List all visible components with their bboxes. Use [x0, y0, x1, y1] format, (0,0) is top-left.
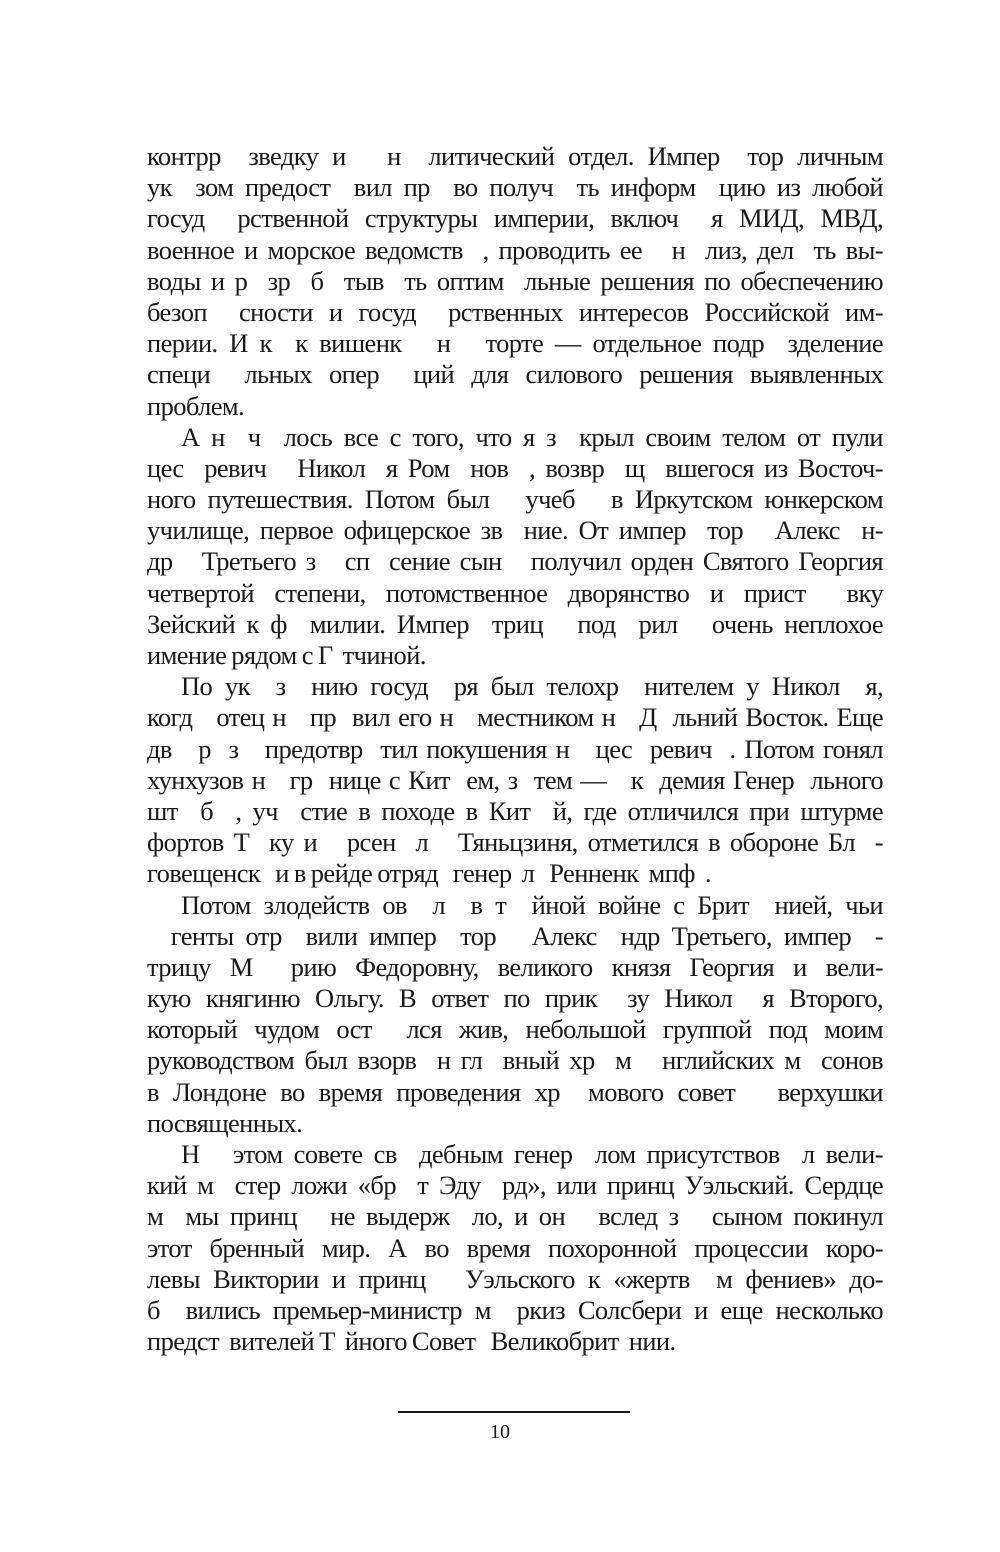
text-line: госуд рственной структуры империи, включ я МИД, МВД,	[147, 203, 883, 234]
text-line: шт б , уч стие в походе в Кит й, где отличился при штурме	[147, 795, 883, 826]
book-page-body	[147, 141, 883, 1357]
text-line: специ льных опер ций для силового решения выявленных	[147, 359, 883, 390]
text-line: По ук з нию госуд ря был телохр нителем у Никол я,	[181, 671, 883, 702]
text-line: который чудом ост лся жив, небольшой группой под моим	[147, 1014, 883, 1045]
text-line: м мы принц не выдерж ло, и он вслед з сыном покинул	[147, 1201, 883, 1232]
text-line: училище, первое офицерское зв ние. От импер тор Алекс н-	[147, 515, 883, 546]
text-line: фортов Т ку и рсен л Тяньцзиня, отметился в обороне Бл -	[147, 827, 883, 858]
paragraph-1	[147, 141, 883, 422]
paragraph-5	[147, 1139, 883, 1357]
text-line: посвященных.	[147, 1107, 303, 1138]
text-line: ного путешествия. Потом был учеб в Иркутском юнкерском	[147, 484, 883, 515]
text-line: руководством был взорв н гл вный хр м нглийских м сонов	[147, 1045, 883, 1076]
text-line: имение рядом с Г тчиной.	[147, 640, 426, 670]
text-line: Н этом совете св дебным генер лом присутствов л вели-	[181, 1139, 883, 1169]
text-line: Зейский к ф милии. Импер триц под рил очень неплохое	[147, 608, 883, 639]
text-line: хунхузов н гр нице с Кит ем, з тем — к демия Генер льного	[147, 764, 883, 795]
text-line: цес ревич Никол я Ром нов , возвр щ вшегося из Восточ-	[147, 452, 883, 483]
text-line: Потом злодейств ов л в т йной войне с Брит нией, чьи	[181, 889, 883, 920]
text-line: говещенск и в рейде отряд генер л Ренненк мпф .	[147, 858, 711, 889]
text-line: безоп сности и госуд рственных интересов Российской им-	[147, 296, 883, 327]
footer-rule	[398, 1411, 630, 1413]
text-line: левы Виктории и принц Уэльского к «жертв м фениев» до-	[147, 1263, 883, 1294]
paragraph-2	[147, 422, 883, 672]
text-line: предст вителей Т йного Совет Великобрит нии.	[147, 1326, 676, 1357]
text-line: контрр зведку и н литический отдел. Импер тор личным	[147, 141, 883, 171]
text-line: кий м стер ложи «бр т Эду рд», или принц Уэльский. Сердце	[147, 1170, 883, 1201]
text-line: этот бренный мир. А во время похоронной процессии коро-	[147, 1232, 883, 1263]
page-number: 10	[490, 1421, 510, 1443]
text-line: ук зом предост вил пр во получ ть информ цию из любой	[147, 172, 883, 203]
text-line: в Лондоне во время проведения хр мового совет верхушки	[147, 1076, 883, 1107]
text-line: четвертой степени, потомственное дворянство и прист вку	[147, 577, 883, 608]
text-line: военное и морское ведомств , проводить ее н лиз, дел ть вы-	[147, 234, 883, 265]
text-line: когд отец н пр вил его н местником н Д льний Восток. Еще	[147, 702, 883, 733]
text-line: проблем.	[147, 390, 245, 421]
text-line: кую княгиню Ольгу. В ответ по прик зу Никол я Второго,	[147, 983, 883, 1014]
text-line: др Третьего з сп сение сын получил орден Святого Георгия	[147, 546, 883, 577]
text-line: трицу М рию Федоровну, великого князя Георгия и вели-	[147, 951, 883, 982]
text-line: б вились премьер-министр м ркиз Солсбери и еще несколько	[147, 1294, 883, 1325]
text-line: дв р з предотвр тил покушения н цес ревич . Потом гонял	[147, 733, 883, 764]
text-line: перии. И к к вишенк н торте — отдельное подр зделение	[147, 328, 883, 359]
paragraph-3	[147, 671, 883, 889]
text-line: А н ч лось все с того, что я з крыл своим телом от пули	[181, 421, 883, 452]
paragraph-4	[147, 890, 883, 1140]
text-line: воды и р зр б тыв ть оптим льные решения по обеспечению	[147, 265, 883, 296]
text-line: генты отр вили импер тор Алекс ндр Третьего, импер -	[147, 920, 883, 951]
